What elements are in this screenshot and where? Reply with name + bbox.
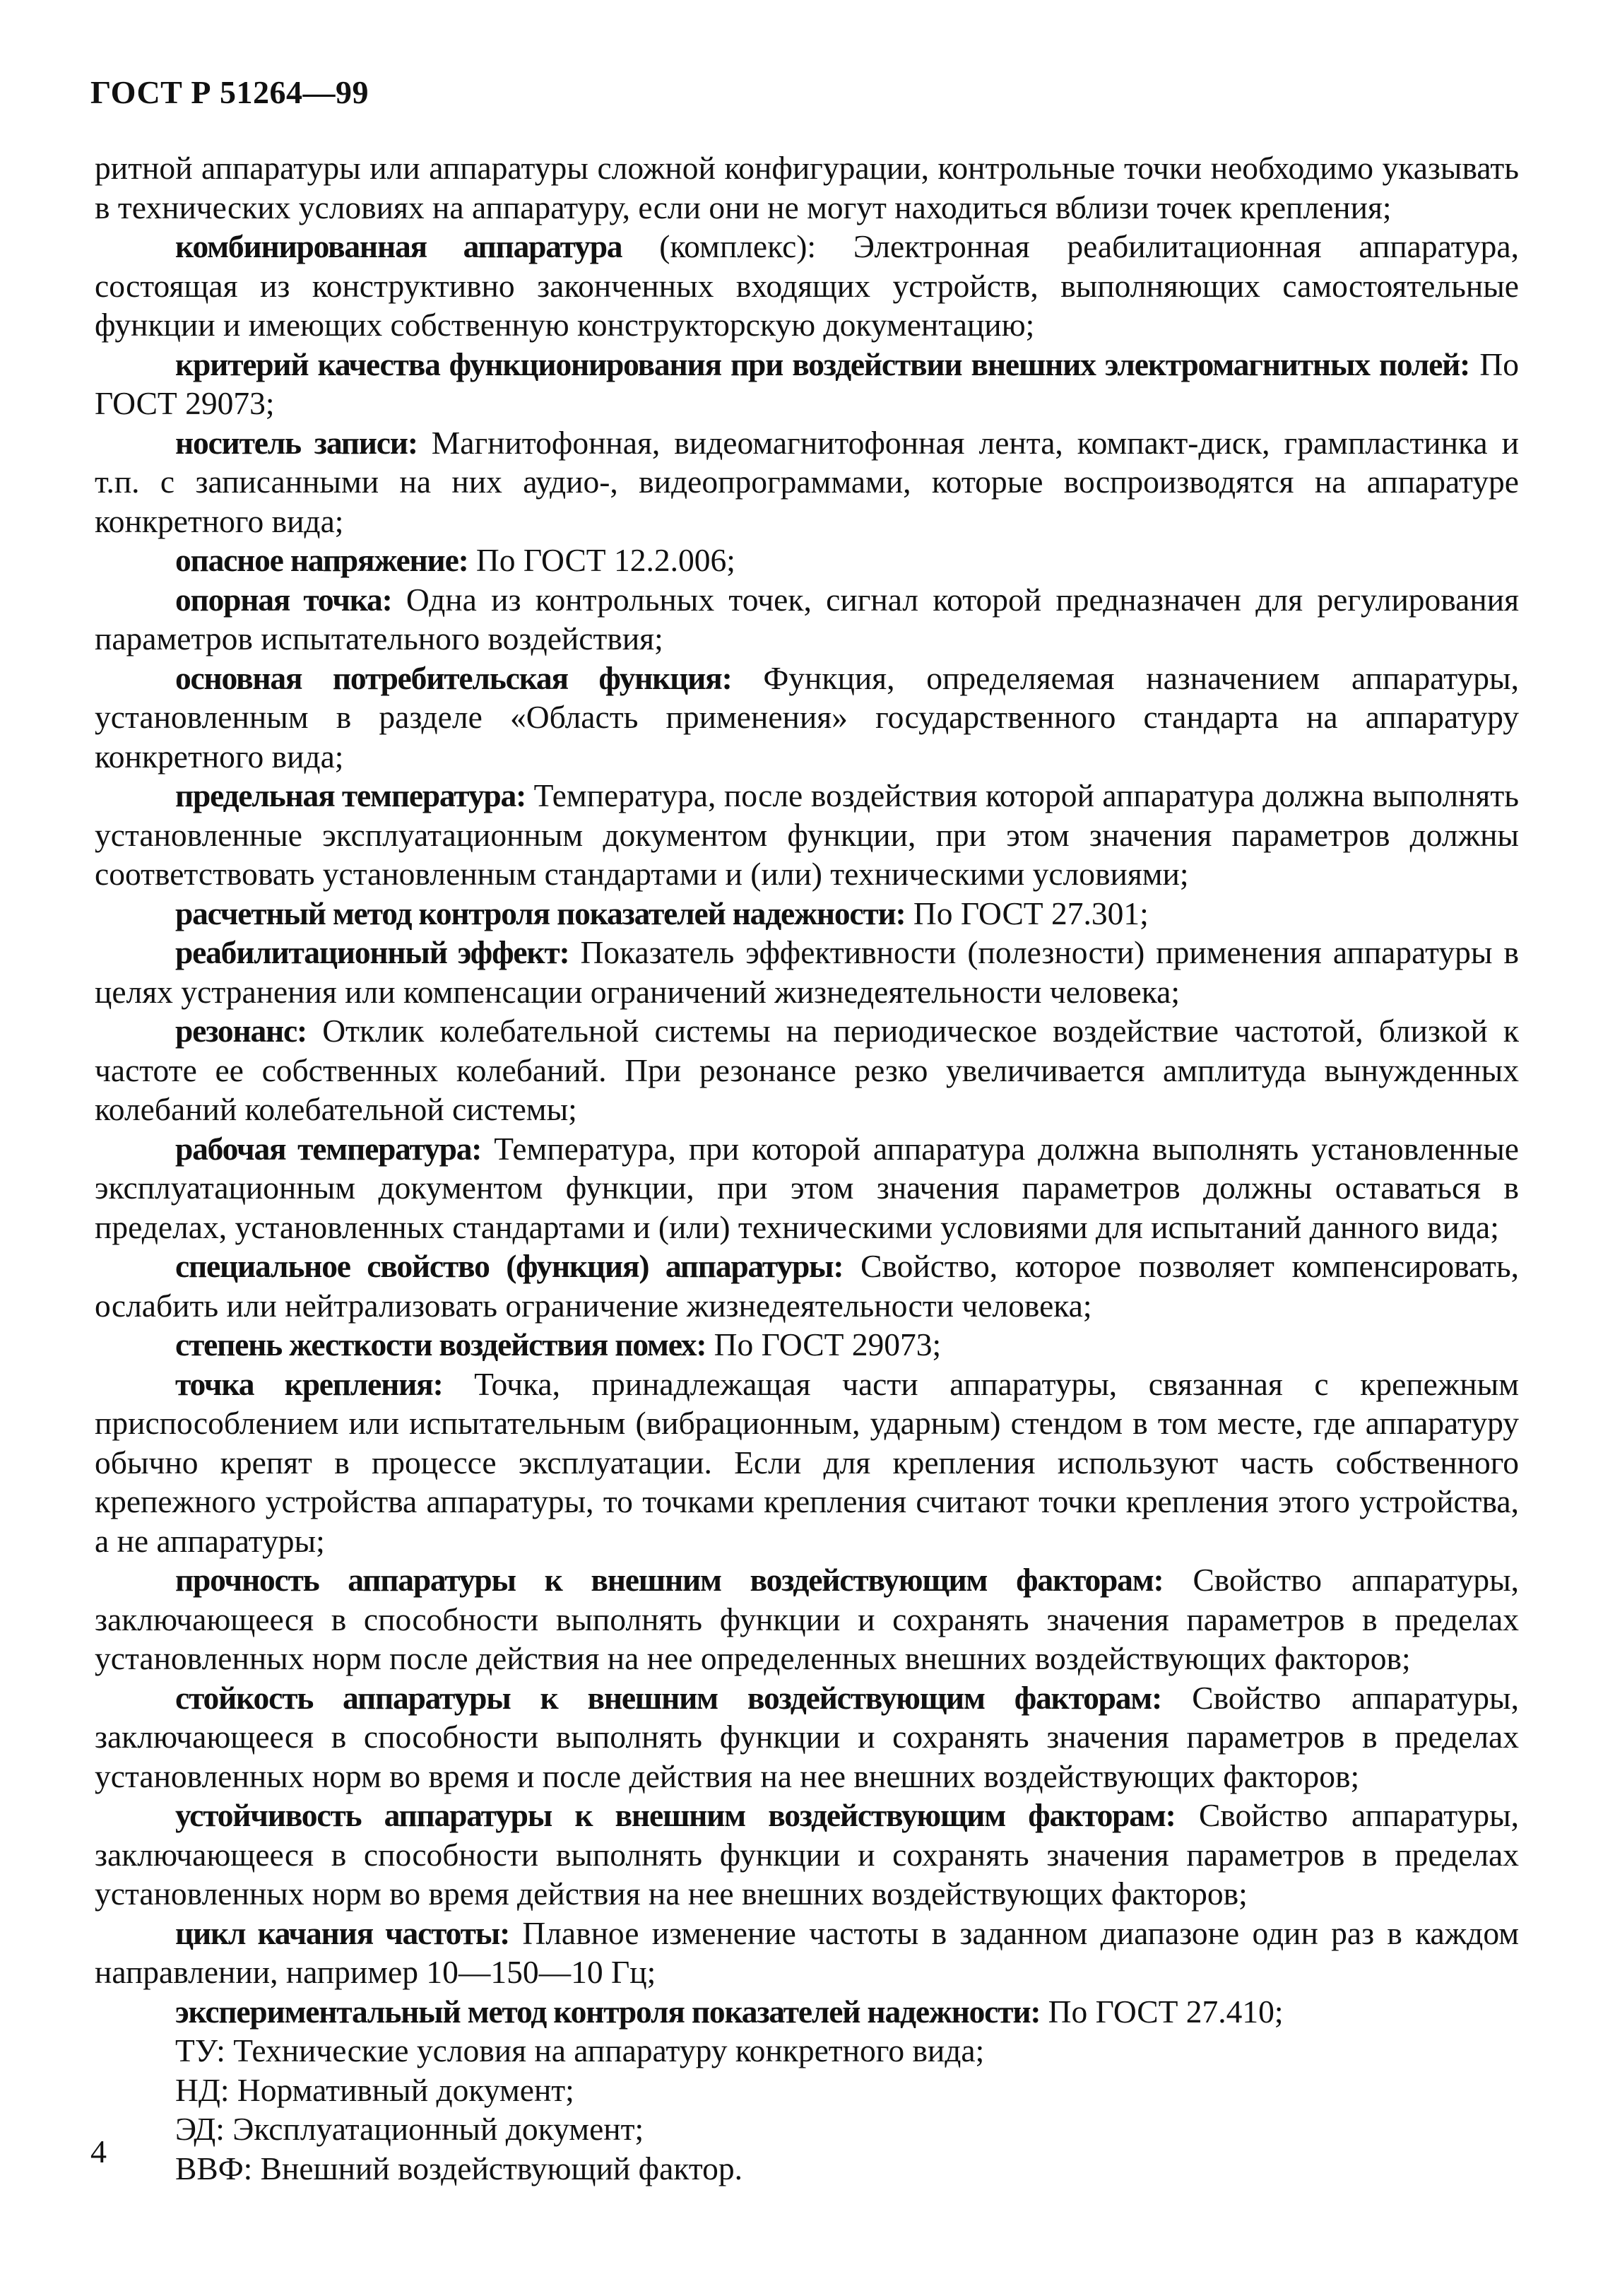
definition-term: опасное напряжение: <box>175 542 468 578</box>
term-separator <box>843 1248 860 1284</box>
definition-text: По ГОСТ 29073; <box>95 346 1520 421</box>
definition-term: резонанс: <box>175 1013 307 1049</box>
abbreviation-text: Нормативный документ; <box>237 2071 574 2108</box>
definition-term: критерий качества функционирования при воздействии внешних электромагнитных полей: <box>175 346 1470 382</box>
definition-text: Свойство аппаратуры, заключающееся в способности выполнять функции и сохранять значения параметров в пределах установленных норм после действия на нее определенных внешних воздействующих факторов; <box>95 1562 1520 1676</box>
definition-term: опорная точка: <box>175 581 392 618</box>
definition-text: По ГОСТ 12.2.006; <box>475 542 735 578</box>
term-separator <box>569 934 580 970</box>
definition-paragraph <box>95 1914 1519 1992</box>
definition-paragraph <box>95 776 1519 894</box>
definition-paragraph <box>95 227 1519 345</box>
term-separator <box>443 1366 475 1402</box>
definition-text: Свойство, которое позволяет компенсировать, ослабить или нейтрализовать ограничение жизнедеятельности человека; <box>95 1248 1519 1324</box>
term-separator <box>468 542 476 578</box>
abbreviation-code: ВВФ: <box>175 2150 253 2186</box>
definition-paragraph <box>95 541 1519 580</box>
definition-term: предельная температура: <box>175 777 526 813</box>
abbreviation-code: НД: <box>175 2071 230 2108</box>
definition-paragraph <box>95 1678 1519 1796</box>
definition-paragraph <box>95 1992 1519 2032</box>
continued-paragraph <box>95 148 1519 227</box>
definition-paragraph <box>95 1560 1519 1678</box>
definition-text: Свойство аппаратуры, заключающееся в способности выполнять функции и сохранять значения параметров в пределах установленных норм во время и после действия на нее внешних воздействующих факторов; <box>95 1679 1519 1794</box>
abbreviation-text: Эксплуатационный документ; <box>232 2111 644 2147</box>
definition-text: Температура, при которой аппаратура должна выполнять установленные эксплуатационным документом функции, при этом значения параметров должны оставаться в пределах, установленных стандартами и (или) техническими условиями для испытаний данного вида; <box>95 1130 1519 1245</box>
definition-paragraph <box>95 1129 1519 1247</box>
term-separator <box>307 1013 322 1049</box>
abbreviation-item <box>95 2149 1519 2189</box>
definition-term: устойчивость аппаратуры к внешним воздействующим факторам: <box>175 1797 1176 1833</box>
term-separator <box>392 582 406 618</box>
definition-text: Магнитофонная, видеомагнитофонная лента, компакт-диск, грампластинка и т.п. с записанными на них аудио-, видеопрограммами, которые воспроизводятся на аппаратуре конкретного вида; <box>95 424 1519 539</box>
document-header: ГОСТ Р 51264—99 <box>90 74 369 110</box>
definition-paragraph <box>95 345 1519 423</box>
term-separator <box>418 425 432 461</box>
definition-text: По ГОСТ 27.301; <box>913 895 1149 931</box>
definition-term: реабилитационный эффект: <box>175 934 569 970</box>
definition-paragraph <box>95 894 1519 934</box>
definition-text: Функция, определяемая назначением аппаратуры, установленным в разделе «Область применения» государственного стандарта на аппаратуру конкретного вида; <box>95 659 1519 775</box>
definition-term: специальное свойство (функция) аппаратуры: <box>175 1248 844 1284</box>
abbreviation-code: ЭД: <box>175 2111 225 2147</box>
abbreviation-item <box>95 2031 1519 2071</box>
term-separator <box>509 1915 522 1951</box>
definition-term: степень жесткости воздействия помех: <box>175 1326 706 1362</box>
abbreviation-item <box>95 2071 1519 2110</box>
definition-paragraph <box>95 659 1519 777</box>
definition-term: расчетный метод контроля показателей надежности: <box>175 895 906 931</box>
definition-text: По ГОСТ 27.410; <box>1048 1993 1284 2030</box>
definition-term: цикл качания частоты: <box>175 1914 510 1951</box>
definition-paragraph <box>95 933 1519 1011</box>
definition-text: Свойство аппаратуры, заключающееся в способности выполнять функции и сохранять значения параметров в пределах установленных норм во время действия на нее внешних воздействующих факторов; <box>95 1797 1520 1912</box>
term-separator <box>706 1326 714 1362</box>
definition-paragraph <box>95 1365 1519 1561</box>
definition-paragraph <box>95 1247 1519 1325</box>
abbreviation-text: Технические условия на аппаратуру конкретного вида; <box>233 2032 985 2068</box>
definition-text: Температура, после воздействия которой аппаратура должна выполнять установленные эксплуатационным документом функции, при этом значения параметров должны соответствовать установленным стандартами и (или) техническими условиями; <box>95 777 1519 892</box>
abbreviation-text: Внешний воздействующий фактор. <box>260 2150 743 2186</box>
definition-term: рабочая температура: <box>175 1130 482 1167</box>
term-separator <box>1161 1680 1192 1716</box>
document-body <box>95 148 1519 2188</box>
definition-text: По ГОСТ 29073; <box>714 1326 942 1362</box>
term-separator <box>1163 1562 1193 1598</box>
definition-paragraph <box>95 423 1519 541</box>
definition-text: (комплекс): Электронная реабилитационная аппаратура, состоящая из конструктивно законченных входящих устройств, выполняющих самостоятельные функции и имеющих собственную конструкторскую документацию; <box>95 228 1519 343</box>
term-separator <box>732 660 764 696</box>
definition-text: ритной аппаратуры или аппаратуры сложной конфигурации, контрольные точки необходимо указывать в технических условиях на аппаратуру, если они не могут находиться вблизи точек крепления; <box>95 150 1519 225</box>
term-separator <box>1040 1994 1048 2030</box>
definition-term: прочность аппаратуры к внешним воздействующим факторам: <box>175 1562 1164 1598</box>
term-separator <box>1176 1797 1199 1833</box>
definition-text: Показатель эффективности (полезности) применения аппаратуры в целях устранения или компенсации ограничений жизнедеятельности человека; <box>95 934 1519 1010</box>
page-number: 4 <box>90 2133 107 2170</box>
definition-term: комбинированная аппаратура <box>175 228 622 264</box>
term-separator <box>1469 346 1479 382</box>
definition-text: Точка, принадлежащая части аппаратуры, связанная с крепежным приспособлением или испытательным (вибрационным, ударным) стендом в том месте, где аппаратуру обычно крепят в процессе эксплуатации. Если для крепления используют часть собственного крепежного устройства аппаратуры, то точками крепления считают точки крепления этого устройства, а не аппаратуры; <box>95 1365 1519 1559</box>
term-separator <box>481 1131 494 1167</box>
abbreviation-code: ТУ: <box>175 2032 225 2068</box>
term-separator <box>622 228 659 264</box>
definition-term: экспериментальный метод контроля показателей надежности: <box>175 1993 1041 2030</box>
definition-paragraph <box>95 580 1519 659</box>
abbreviation-item <box>95 2109 1519 2149</box>
definition-paragraph <box>95 1325 1519 1365</box>
definition-term: основная потребительская функция: <box>175 659 732 696</box>
definition-text: Отклик колебательной системы на периодическое воздействие частотой, близкой к частоте ее собственных колебаний. При резонансе резко увеличивается амплитуда вынужденных колебаний колебательной системы; <box>95 1013 1519 1127</box>
definition-term: стойкость аппаратуры к внешним воздействующим факторам: <box>175 1679 1162 1716</box>
term-separator <box>526 777 534 813</box>
definition-term: носитель записи: <box>175 424 418 461</box>
definition-text: Плавное изменение частоты в заданном диапазоне один раз в каждом направлении, например 10—150—10 Гц; <box>95 1914 1520 1990</box>
definition-paragraph <box>95 1011 1519 1129</box>
definition-term: точка крепления: <box>175 1365 443 1402</box>
definition-text: Одна из контрольных точек, сигнал которой предназначен для регулирования параметров испытательного воздействия; <box>95 581 1519 657</box>
term-separator <box>906 895 913 931</box>
definition-paragraph <box>95 1796 1519 1914</box>
